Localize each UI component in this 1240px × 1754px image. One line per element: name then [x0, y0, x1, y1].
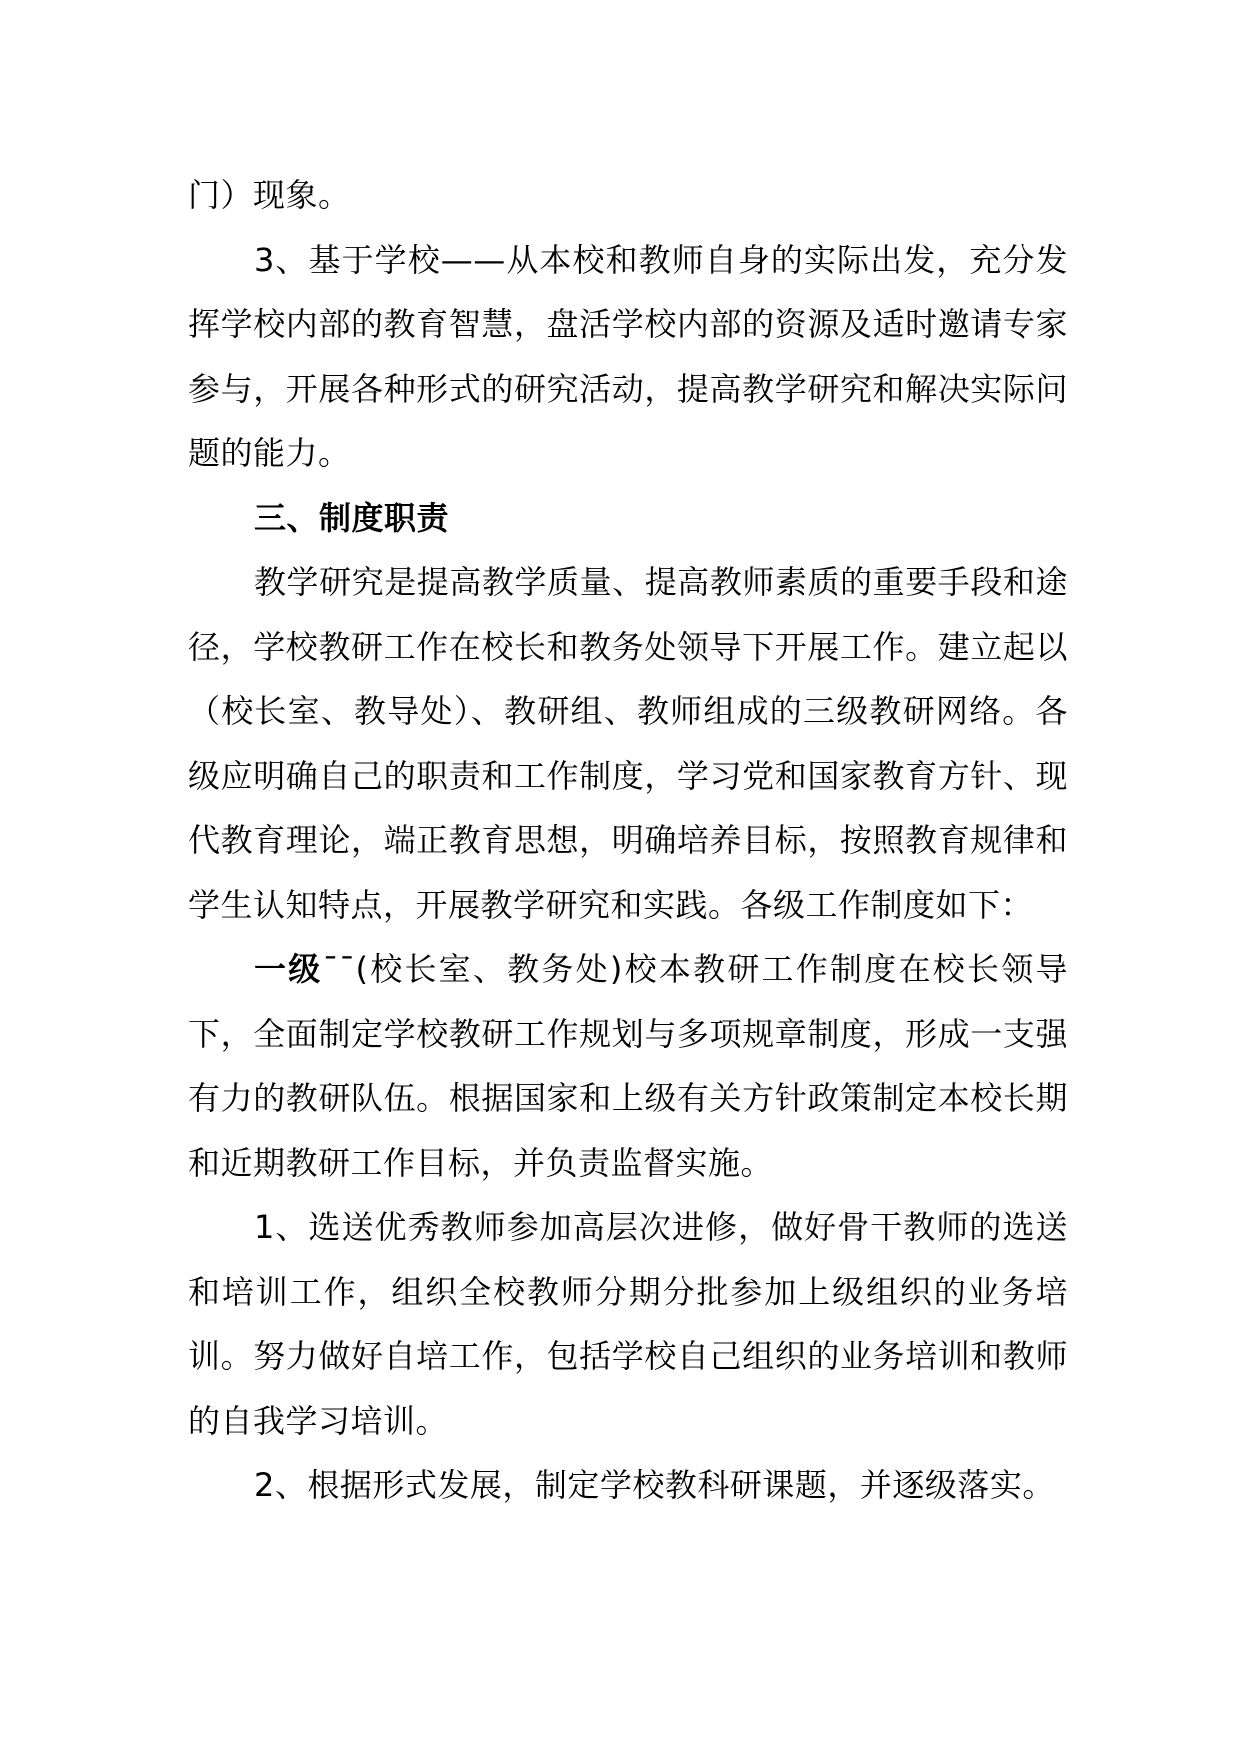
paragraph-intro: 教学研究是提高教学质量、提高教师素质的重要手段和途径，学校教研工作在校长和教务处领导下开展工作。建立起以（校长室、教导处）、教研组、教师组成的三级教研网络。各级应明确自己的职责和工作制度，学习党和国家教育方针、现代教育理论，端正教育思想，明确培养目标，按照教育规律和学生认知特点，开展教学研究和实践。各级工作制度如下： [188, 563, 1068, 924]
paragraph-item-1: 1、选送优秀教师参加高层次进修，做好骨干教师的选送和培训工作，组织全校教师分期分批参加上级组织的业务培训。努力做好自培工作，包括学校自己组织的业务培训和教师的自我学习培训。 [188, 1208, 1068, 1440]
document-body [188, 163, 1068, 1518]
paragraph-level-one [188, 937, 1068, 1195]
section-heading: 三、制度职责 [254, 498, 450, 537]
level-one-text: ¯¯(校长室、教务处)校本教研工作制度在校长领导下，全面制定学校教研工作规划与多项规章制度，形成一支强有力的教研队伍。根据国家和上级有关方针政策制定本校长期和近期教研工作目标，并负责监督实施。 [188, 950, 1068, 1182]
paragraph-item-2: 2、根据形式发展，制定学校教科研课题，并逐级落实。 [254, 1466, 1055, 1504]
paragraph-item-3: 3、基于学校——从本校和教师自身的实际出发，充分发挥学校内部的教育智慧，盘活学校内部的资源及适时邀请专家参与，开展各种形式的研究活动，提高教学研究和解决实际问题的能力。 [188, 240, 1068, 472]
paragraph-continuation: 门）现象。 [188, 176, 351, 214]
level-one-lead: 一级 [254, 950, 323, 988]
